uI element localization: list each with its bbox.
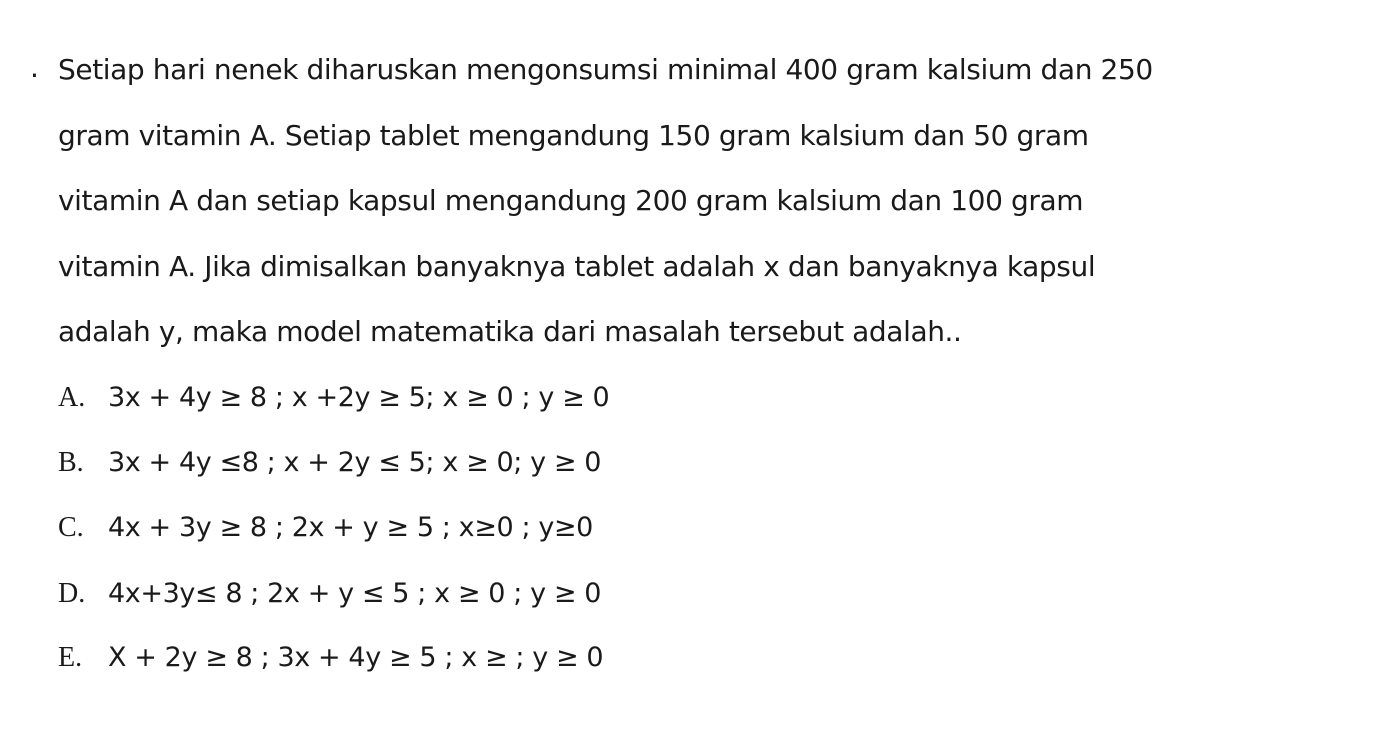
option-text: X + 2y ≥ 8 ; 3x + 4y ≥ 5 ; x ≥ ; y ≥ 0: [108, 642, 604, 673]
option-text: 3x + 4y ≥ 8 ; x +2y ≥ 5; x ≥ 0 ; y ≥ 0: [108, 382, 610, 413]
question-line: adalah y, maka model matematika dari masalah tersebut adalah..: [58, 315, 962, 348]
question-line: Setiap hari nenek diharuskan mengonsumsi minimal 400 gram kalsium dan 250: [58, 53, 1153, 86]
option-letter: A.: [58, 382, 86, 413]
option-letter: B.: [58, 447, 84, 478]
question-line: gram vitamin A. Setiap tablet mengandung 150 gram kalsium dan 50 gram: [58, 119, 1089, 152]
option-text: 4x + 3y ≥ 8 ; 2x + y ≥ 5 ; x≥0 ; y≥0: [108, 512, 593, 543]
question-line: vitamin A. Jika dimisalkan banyaknya tablet adalah x dan banyaknya kapsul: [58, 250, 1096, 283]
option-text: 4x+3y≤ 8 ; 2x + y ≤ 5 ; x ≥ 0 ; y ≥ 0: [108, 578, 602, 609]
option-text: 3x + 4y ≤8 ; x + 2y ≤ 5; x ≥ 0; y ≥ 0: [108, 447, 602, 478]
option-letter: D.: [58, 578, 86, 609]
option-letter: E.: [58, 642, 83, 673]
question-number-marker: .: [30, 51, 39, 84]
question-line: vitamin A dan setiap kapsul mengandung 200 gram kalsium dan 100 gram: [58, 184, 1084, 217]
option-letter: C.: [58, 512, 84, 543]
